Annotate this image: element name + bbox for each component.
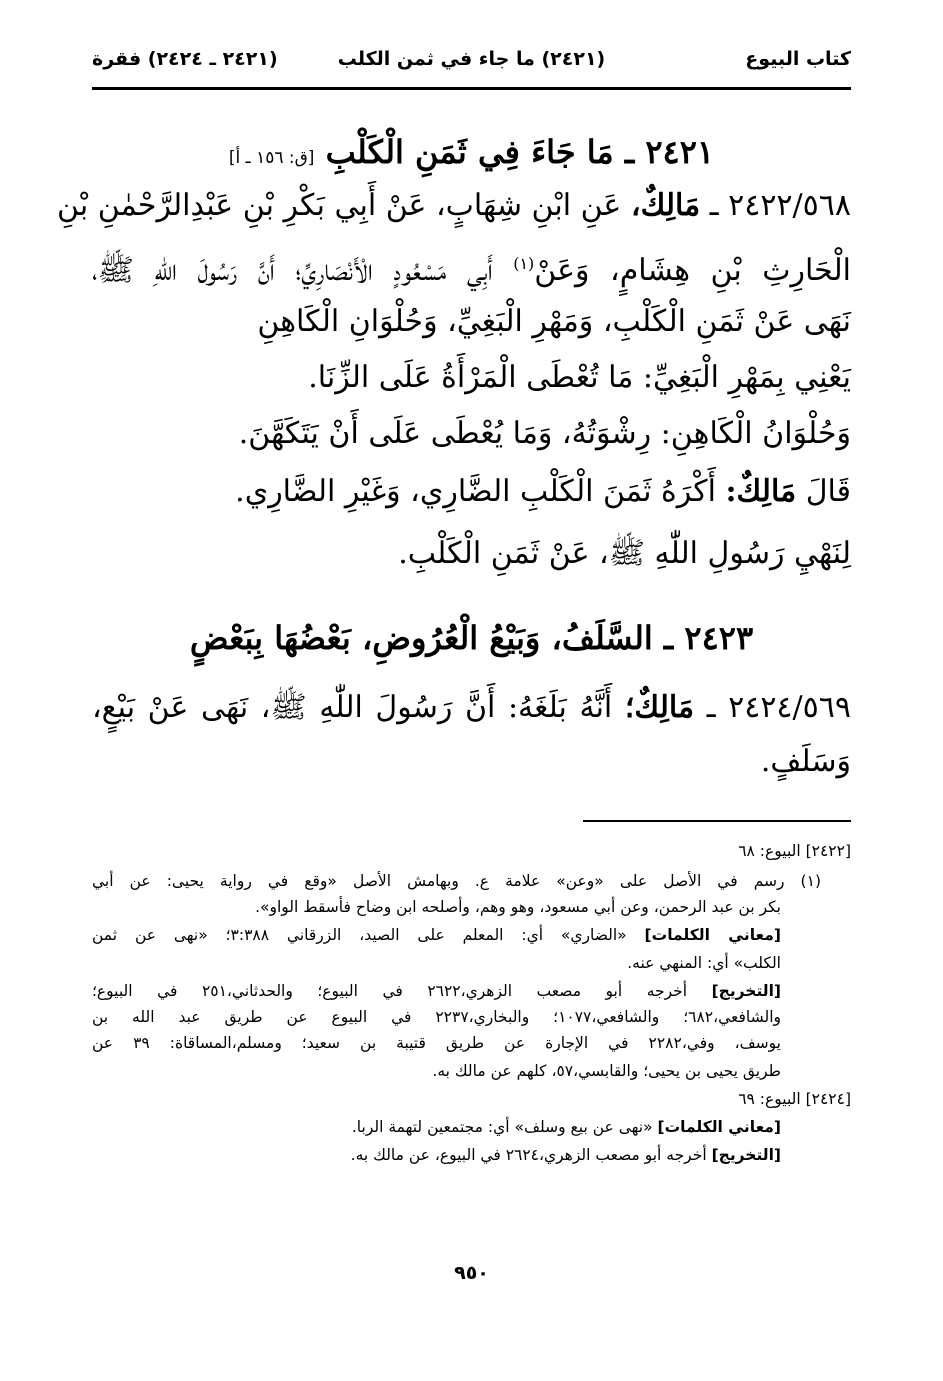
footnote-source-ref: [٢٤٢٢] البيوع: ٦٨ (738, 842, 851, 860)
commentary-line (92, 468, 851, 516)
commentary-text: قَالَ (805, 474, 851, 509)
word-meanings-label: [معاني الكلمات] (657, 1118, 781, 1136)
footnote-line (92, 978, 781, 1004)
footnote-text: أخرجه أبو مصعب الزهري،٢٦٢٤ في البيوع، عن مالك به. (350, 1146, 707, 1164)
takhrij-label: [التخريج] (711, 1146, 781, 1164)
footnote-line: يوسف، وفي،٢٢٨٢ في الإجارة عن طريق قتيبة بن سعيد؛ ومسلم،المساقاة: ٣٩ عن (92, 1034, 781, 1052)
narrator-name: مَالِكٌ، (630, 188, 701, 223)
hadith-line (92, 240, 851, 295)
footnote-line (92, 922, 781, 948)
header-paragraph-range: (٢٤٢١ ـ ٢٤٢٤) فقرة (92, 48, 278, 70)
header-chapter-title: (٢٤٢١) ما جاء في ثمن الكلب (337, 48, 606, 70)
footnote-line (92, 1114, 781, 1140)
header-book-title: كتاب البيوع (745, 48, 851, 70)
hadith-line: وَسَلَفٍ. (760, 744, 851, 779)
footnote-text: أخرجه أبو مصعب الزهري،٢٦٢٢ في البيوع؛ والحدثاني،٢٥١ في البيوع؛ (92, 982, 688, 1000)
hadith-text: أَنَّهُ بَلَغَهُ: أَنَّ رَسُولَ اللّٰهِ ﷺ، نَهَى عَنْ بَيْعٍ، (92, 690, 613, 725)
section-title-2421 (92, 128, 851, 182)
hadith-line: نَهَى عَنْ ثَمَنِ الْكَلْبِ، وَمَهْرِ الْبَغِيِّ، وَحُلْوَانِ الْكَاهِنِ (257, 304, 851, 339)
section-title-text: ٢٤٢١ ـ مَا جَاءَ فِي ثَمَنِ الْكَلْبِ (325, 133, 715, 171)
footnote-line: الكلب» أي: المنهي عنه. (627, 954, 781, 972)
commentary-line: لِنَهْيِ رَسُولِ اللّٰهِ ﷺ، عَنْ ثَمَنِ الْكَلْبِ. (398, 536, 851, 571)
footnote-marker[interactable]: (١) (513, 254, 535, 273)
hadith-text: الْحَارِثِ بْنِ هِشَامٍ، وَعَنْ (534, 253, 851, 288)
hadith-text: عَنِ ابْنِ شِهَابٍ، عَنْ أَبِي بَكْرِ بْنِ عَبْدِالرَّحْمٰنِ بْنِ (57, 188, 622, 223)
hadith-line (92, 684, 851, 732)
running-header (92, 46, 851, 86)
hadith-number: ٢٤٢٤/٥٦٩ ـ (706, 690, 851, 725)
hadith-text: أَبِي مَسْعُودٍ الْأَنْصَارِيِّ؛ أَنَّ رَسُولَ اللّٰهِ ﷺ، (92, 253, 493, 288)
footnote-separator (583, 820, 851, 822)
footnote-text: «الضاري» أي: المعلم على الصيد، الزرقاني ٣:٣٨٨؛ «نهى عن ثمن (92, 926, 627, 944)
footnote-line (92, 1142, 781, 1168)
footnote-line: (١) رسم في الأصل على «وعن» علامة ع. وبهامش الأصل «وقع في رواية يحيى: عن أبي (92, 872, 821, 890)
commentary-text: أَكْرَهُ ثَمَنَ الْكَلْبِ الضَّارِي، وَغَيْرِ الضَّارِي. (235, 474, 716, 509)
hadith-line (57, 182, 851, 230)
header-rule (92, 87, 851, 90)
manuscript-reference: [ق: ١٥٦ ـ أ] (228, 148, 315, 168)
section-title-2423: ٢٤٢٣ ـ السَّلَفُ، وَبَيْعُ الْعُرُوضِ، بَعْضُهَا بِبَعْضٍ (189, 619, 754, 657)
takhrij-label: [التخريج] (711, 982, 781, 1000)
footnote-line: والشافعي،٦٨٢؛ والشافعي،١٠٧٧؛ والبخاري،٢٢٣٧ في البيوع عن طريق عبد الله بن (92, 1008, 781, 1026)
footnote-line: طريق يحيى بن يحيى؛ والقابسي،٥٧، كلهم عن مالك به. (432, 1062, 781, 1080)
footnote-text: «نهى عن بيع وسلف» أي: مجتمعين لتهمة الربا. (351, 1118, 653, 1136)
footnote-line: بكر بن عبد الرحمن، وعن أبي مسعود، وهو وهم، وأصلحه ابن وضاح فأسقط الواو». (255, 898, 781, 916)
page-number: ٩٥٠ (454, 1262, 489, 1284)
commentary-line: وَحُلْوَانُ الْكَاهِنِ: رِشْوَتُهُ، وَمَا يُعْطَى عَلَى أَنْ يَتَكَهَّنَ. (238, 416, 851, 451)
footnote-source-ref: [٢٤٢٤] البيوع: ٦٩ (738, 1090, 851, 1108)
narrator-name: مَالِكٌ: (725, 474, 797, 509)
commentary-line: يَعْنِي بِمَهْرِ الْبَغِيِّ: مَا تُعْطَى الْمَرْأَةُ عَلَى الزِّنَا. (308, 360, 851, 395)
hadith-number: ٢٤٢٢/٥٦٨ ـ (709, 188, 851, 223)
narrator-name: مَالِكٌ؛ (624, 690, 695, 725)
word-meanings-label: [معاني الكلمات] (644, 926, 781, 944)
